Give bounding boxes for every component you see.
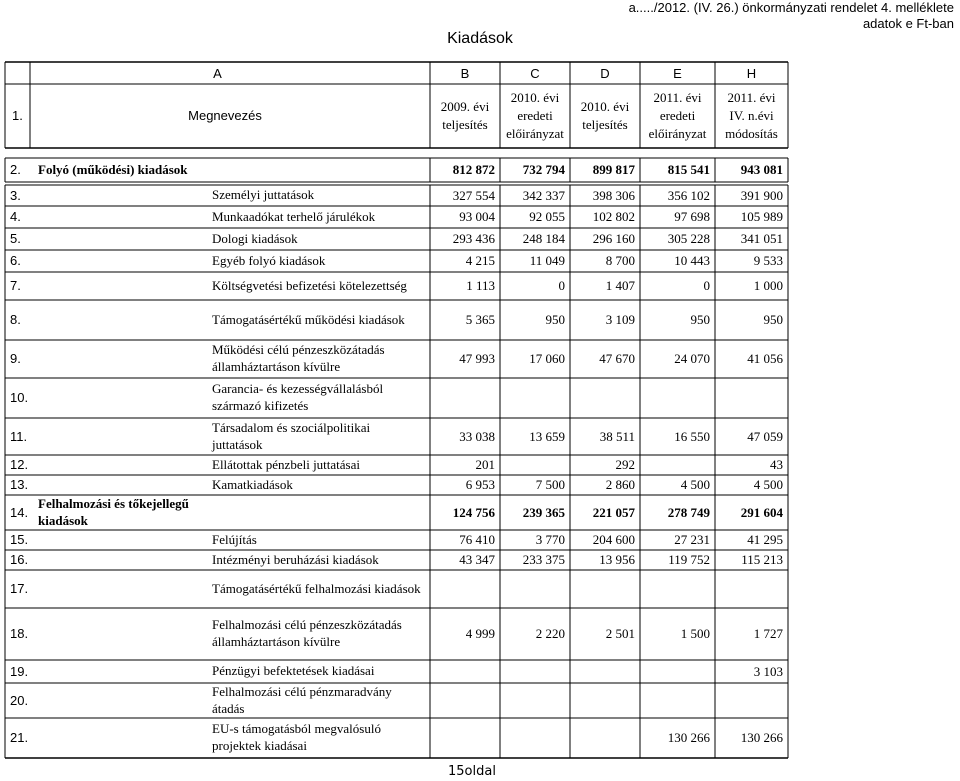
row-value: 2 220: [535, 626, 565, 641]
row-number: 5.: [10, 231, 21, 246]
header-c-label: 2010. évi: [510, 90, 560, 105]
page-title: Kiadások: [447, 30, 513, 47]
column-letter: A: [213, 66, 222, 81]
row-label: Ellátottak pénzbeli juttatásai: [212, 456, 361, 472]
row-value: 16 550: [674, 428, 710, 444]
row-value: 292: [615, 457, 635, 472]
row-label: Kamatkiadások: [212, 476, 293, 492]
row-label: Garancia- és kezességvállalásból származó kifizetés: [212, 381, 384, 413]
header-h-label: módosítás: [725, 126, 778, 141]
decree-reference: a...../2012. (IV. 26.) önkormányzati rendelet 4. melléklete: [628, 0, 954, 15]
header-h-label: IV. n.évi: [729, 108, 774, 123]
row-value: 291 604: [740, 504, 783, 520]
row-value: 815 541: [667, 162, 710, 177]
row-value: 221 057: [592, 504, 635, 520]
row-number: 8.: [10, 312, 21, 327]
row-label: Felhalmozási célú pénzeszközátadás államháztartáson kívülre: [212, 617, 402, 649]
row-number: 16.: [10, 552, 29, 567]
row-value: 341 051: [740, 231, 783, 246]
page-number: 15oldal: [448, 764, 496, 779]
row-label: Társadalom és szociálpolitikai juttatások: [212, 419, 371, 452]
header-b-label: teljesítés: [442, 117, 488, 132]
row-value: 356 102: [667, 187, 710, 203]
row-value: 1 113: [466, 278, 495, 293]
row-value: 293 436: [452, 231, 495, 246]
row-value: 47 993: [459, 351, 495, 366]
row-label: Felhalmozási és tőkejellegű kiadások: [38, 495, 189, 528]
header-c-label: eredeti: [517, 108, 553, 123]
row-value: 305 228: [667, 231, 710, 246]
row-value: 342 337: [522, 187, 565, 203]
row-value: 92 055: [529, 209, 565, 224]
row-number: 6.: [10, 253, 21, 268]
row-value: 11 049: [529, 253, 565, 268]
row-number: 18.: [10, 626, 29, 641]
row-value: 43: [770, 457, 783, 472]
row-value: 1 000: [753, 278, 783, 293]
row-value: 398 306: [592, 187, 635, 203]
row-value: 13 956: [599, 552, 635, 567]
row-value: 5 365: [465, 312, 495, 327]
row-value: 201: [475, 457, 495, 472]
row-value: 950: [763, 312, 783, 327]
row-label: Folyó (működési) kiadások: [38, 161, 188, 177]
row-value: 130 266: [667, 730, 710, 745]
row-label: Támogatásértékű működési kiadások: [212, 311, 405, 327]
row-label: Költségvetési befizetési kötelezettség: [212, 277, 407, 293]
column-letter: C: [530, 66, 540, 81]
row-value: 41 056: [747, 351, 783, 366]
row-label: Pénzügyi befektetések kiadásai: [212, 663, 375, 678]
row-value: 10 443: [674, 253, 710, 268]
row-value: 391 900: [740, 187, 783, 203]
row-value: 899 817: [592, 162, 635, 177]
header-name: Megnevezés: [188, 108, 262, 123]
row-label: Intézményi beruházási kiadások: [212, 551, 379, 567]
row-value: 9 533: [753, 253, 783, 268]
header-d-label: teljesítés: [582, 117, 628, 132]
header-b-label: 2009. évi: [440, 99, 490, 114]
row-value: 130 266: [740, 730, 783, 745]
row-number: 20.: [10, 692, 29, 708]
row-number: 3.: [10, 187, 21, 203]
row-label: Felújítás: [212, 531, 257, 547]
row-label: Támogatásértékű felhalmozási kiadások: [212, 580, 421, 596]
row-value: 4 500: [680, 477, 710, 492]
header-e-label: eredeti: [659, 108, 696, 123]
row-value: 1 500: [680, 626, 710, 641]
row-label: Működési célú pénzeszközátadás államháztartáson kívülre: [212, 342, 385, 374]
row-number: 4.: [10, 209, 21, 224]
row-label: Személyi juttatások: [212, 187, 315, 202]
row-value: 33 038: [459, 428, 495, 444]
row-value: 76 410: [459, 532, 495, 547]
row-value: 124 756: [452, 504, 495, 520]
row-value: 327 554: [452, 187, 495, 203]
row-number: 17.: [10, 581, 29, 596]
row-value: 47 059: [747, 428, 783, 444]
row-value: 2 501: [605, 626, 635, 641]
row-value: 119 752: [668, 552, 710, 567]
row-number: 2.: [10, 162, 21, 177]
row-number: 11.: [10, 428, 28, 444]
row-value: 233 375: [522, 552, 565, 567]
row-value: 38 511: [599, 428, 635, 444]
row-value: 732 794: [522, 162, 565, 177]
row-number: 21.: [10, 730, 29, 745]
row-value: 93 004: [459, 209, 495, 224]
row-number: 14.: [10, 504, 29, 520]
row-value: 204 600: [592, 532, 635, 547]
row-value: 43 347: [459, 552, 495, 567]
row-value: 13 659: [529, 428, 565, 444]
row-value: 105 989: [740, 209, 783, 224]
row-value: 41 295: [747, 532, 783, 547]
row-label: Munkaadókat terhelő járulékok: [212, 208, 376, 224]
unit-note: adatok e Ft-ban: [862, 16, 954, 31]
row-value: 97 698: [674, 209, 710, 224]
row-value: 4 215: [465, 253, 495, 268]
column-letter: H: [746, 66, 757, 81]
row-value: 24 070: [674, 351, 710, 366]
row-value: 2 860: [605, 477, 635, 492]
row-value: 115 213: [741, 552, 783, 567]
row-number: 15.: [10, 532, 29, 547]
header-d-label: 2010. évi: [580, 99, 630, 114]
header-e-label: előirányzat: [648, 126, 707, 141]
header-row-no: 1.: [12, 108, 23, 123]
column-letter: E: [673, 66, 682, 81]
row-value: 3 103: [753, 663, 783, 679]
row-value: 27 231: [674, 532, 710, 547]
row-number: 7.: [10, 278, 21, 293]
row-number: 9.: [10, 351, 21, 366]
header-e-label: 2011. évi: [653, 90, 702, 105]
row-value: 0: [703, 278, 710, 293]
row-value: 6 953: [465, 477, 495, 492]
header-c-label: előirányzat: [506, 126, 564, 141]
row-value: 296 160: [592, 231, 635, 246]
column-letter: D: [600, 66, 610, 81]
row-value: 8 700: [605, 253, 635, 268]
column-letter: B: [460, 66, 470, 81]
row-number: 10.: [10, 390, 29, 405]
row-number: 19.: [10, 663, 29, 679]
row-value: 950: [690, 312, 710, 327]
row-value: 239 365: [522, 504, 565, 520]
row-value: 248 184: [522, 231, 565, 246]
row-number: 13.: [10, 477, 29, 492]
row-value: 278 749: [667, 504, 710, 520]
row-value: 943 081: [740, 162, 783, 177]
row-value: 1 727: [753, 626, 783, 641]
row-value: 47 670: [599, 351, 635, 366]
row-label: EU-s támogatásból megvalósuló projektek kiadásai: [212, 721, 381, 753]
row-value: 812 872: [452, 162, 495, 177]
row-label: Egyéb folyó kiadások: [212, 252, 326, 268]
row-value: 102 802: [592, 209, 635, 224]
row-value: 3 109: [605, 312, 635, 327]
row-value: 1 407: [605, 278, 635, 293]
row-value: 3 770: [535, 532, 565, 547]
row-label: Felhalmozási célú pénzmaradvány átadás: [212, 683, 392, 716]
row-value: 17 060: [529, 351, 565, 366]
row-value: 4 999: [465, 626, 495, 641]
row-value: 4 500: [753, 477, 783, 492]
row-label: Dologi kiadások: [212, 230, 298, 246]
row-number: 12.: [10, 457, 29, 472]
row-value: 7 500: [535, 477, 565, 492]
row-value: 950: [545, 312, 565, 327]
header-h-label: 2011. évi: [727, 90, 776, 105]
row-value: 0: [558, 278, 565, 293]
